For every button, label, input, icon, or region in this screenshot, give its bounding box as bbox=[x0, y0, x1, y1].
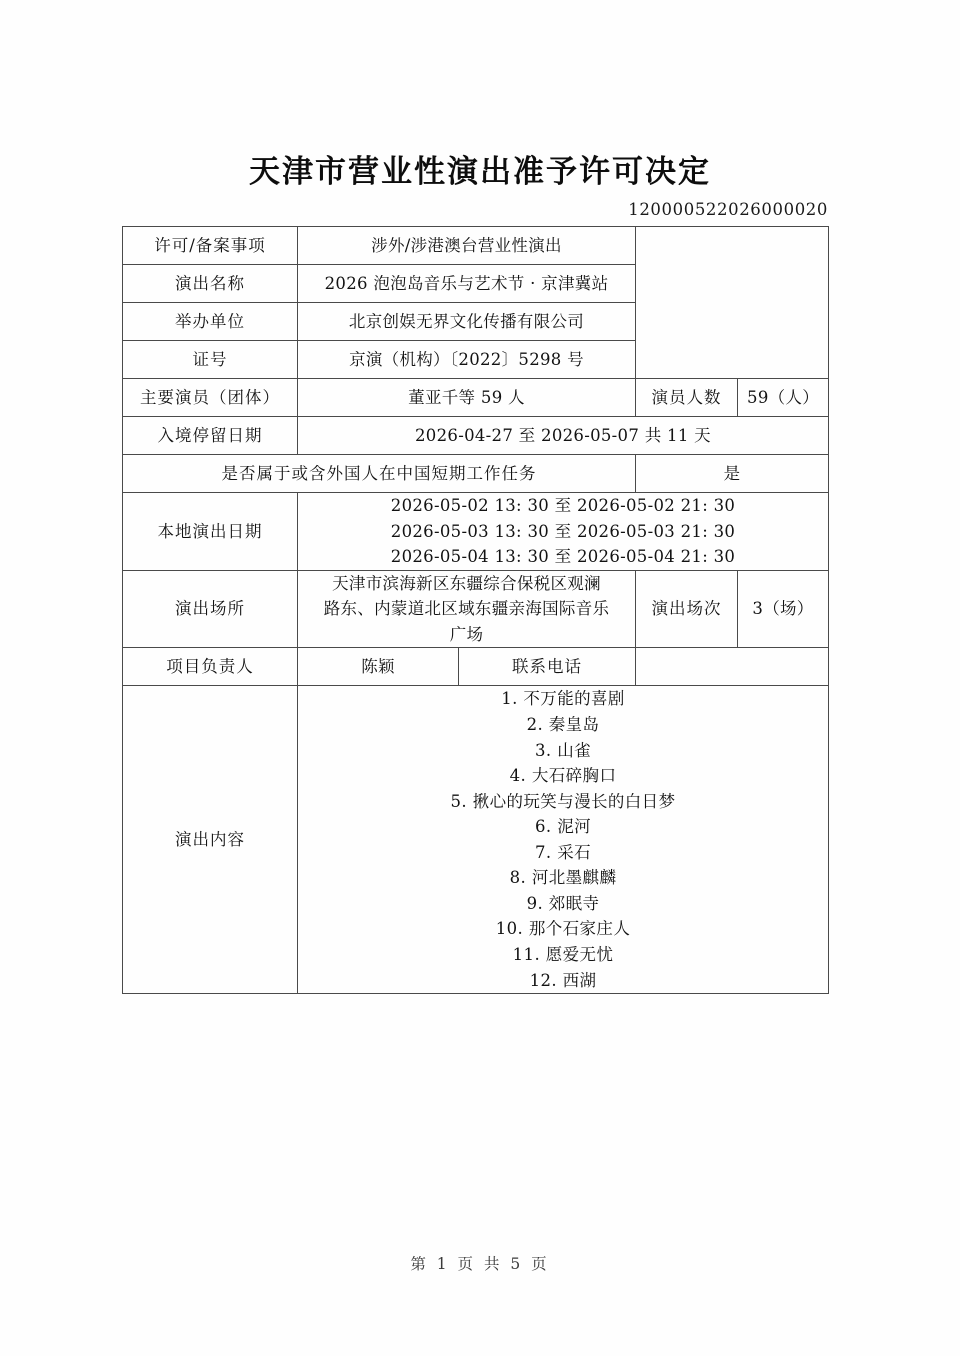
permit-table bbox=[122, 226, 829, 994]
show-name-value: 2026 泡泡岛音乐与艺术节 · 京津冀站 bbox=[298, 265, 636, 303]
list-item: 12. 西湖 bbox=[529, 970, 597, 990]
document-number: 120000522026000020 bbox=[628, 200, 828, 219]
foreign-work-value: 是 bbox=[636, 455, 829, 493]
list-item: 6. 泥河 bbox=[535, 817, 591, 837]
local-date-line: 2026-05-02 13: 30 至 2026-05-02 21: 30 bbox=[390, 496, 736, 515]
entry-stay-value: 2026-04-27 至 2026-05-07 共 11 天 bbox=[298, 417, 829, 455]
organizer-label: 举办单位 bbox=[123, 303, 298, 341]
list-item: 10. 那个石家庄人 bbox=[495, 919, 631, 939]
list-item: 7. 采石 bbox=[535, 842, 591, 862]
list-item: 4. 大石碎胸口 bbox=[509, 766, 617, 786]
local-dates-values bbox=[298, 493, 829, 571]
permit-matter-label: 许可/备案事项 bbox=[123, 227, 298, 265]
venue-line: 路东、内蒙道北区域东疆亲海国际音乐 bbox=[323, 599, 610, 619]
list-item: 2. 秦皇岛 bbox=[526, 714, 600, 734]
phone-label: 联系电话 bbox=[459, 648, 636, 686]
content-label: 演出内容 bbox=[123, 686, 298, 994]
main-performers-value: 董亚千等 59 人 bbox=[298, 379, 636, 417]
table-row-manager bbox=[123, 648, 829, 686]
session-count-value: 3（场） bbox=[738, 570, 829, 648]
list-item: 11. 愿爱无忧 bbox=[512, 945, 614, 964]
table-row-local-dates bbox=[123, 493, 829, 571]
list-item: 9. 郊眠寺 bbox=[526, 893, 600, 913]
performer-count-label: 演员人数 bbox=[636, 379, 738, 417]
entry-stay-label: 入境停留日期 bbox=[123, 417, 298, 455]
performer-count-value: 59（人） bbox=[738, 379, 829, 417]
list-item: 3. 山雀 bbox=[535, 740, 591, 760]
table-row-main-performers bbox=[123, 379, 829, 417]
stamp-area-cell bbox=[636, 227, 829, 379]
local-date-line: 2026-05-03 13: 30 至 2026-05-03 21: 30 bbox=[390, 521, 736, 541]
manager-value: 陈颖 bbox=[298, 648, 459, 686]
table-row-permit-matter bbox=[123, 227, 829, 265]
organizer-value: 北京创娱无界文化传播有限公司 bbox=[298, 303, 636, 341]
cert-no-value: 京演（机构）〔2022〕5298 号 bbox=[298, 341, 636, 379]
content-items-list bbox=[298, 686, 829, 994]
permit-matter-value: 涉外/涉港澳台营业性演出 bbox=[298, 227, 636, 265]
table-row-venue bbox=[123, 570, 829, 648]
cert-no-label: 证号 bbox=[123, 341, 298, 379]
list-item: 8. 河北墨麒麟 bbox=[509, 868, 617, 888]
local-date-line: 2026-05-04 13: 30 至 2026-05-04 21: 30 bbox=[390, 547, 736, 567]
venue-line: 天津市滨海新区东疆综合保税区观澜 bbox=[332, 573, 601, 593]
session-count-label: 演出场次 bbox=[636, 570, 738, 648]
manager-label: 项目负责人 bbox=[123, 648, 298, 686]
page-title: 天津市营业性演出准予许可决定 bbox=[249, 154, 711, 190]
page-footer: 第 1 页 共 5 页 bbox=[410, 1255, 550, 1273]
table-row-foreign-work bbox=[123, 455, 829, 493]
list-item: 1. 不万能的喜剧 bbox=[501, 689, 625, 709]
venue-value bbox=[298, 570, 636, 648]
foreign-work-label: 是否属于或含外国人在中国短期工作任务 bbox=[123, 455, 636, 493]
main-performers-label: 主要演员（团体） bbox=[123, 379, 298, 417]
venue-line: 广场 bbox=[449, 624, 484, 644]
table-row-entry-stay bbox=[123, 417, 829, 455]
show-name-label: 演出名称 bbox=[123, 265, 298, 303]
list-item: 5. 揪心的玩笑与漫长的白日梦 bbox=[450, 791, 676, 811]
table-row-content bbox=[123, 686, 829, 994]
local-dates-label: 本地演出日期 bbox=[123, 493, 298, 571]
phone-value bbox=[636, 648, 829, 686]
venue-label: 演出场所 bbox=[123, 570, 298, 648]
